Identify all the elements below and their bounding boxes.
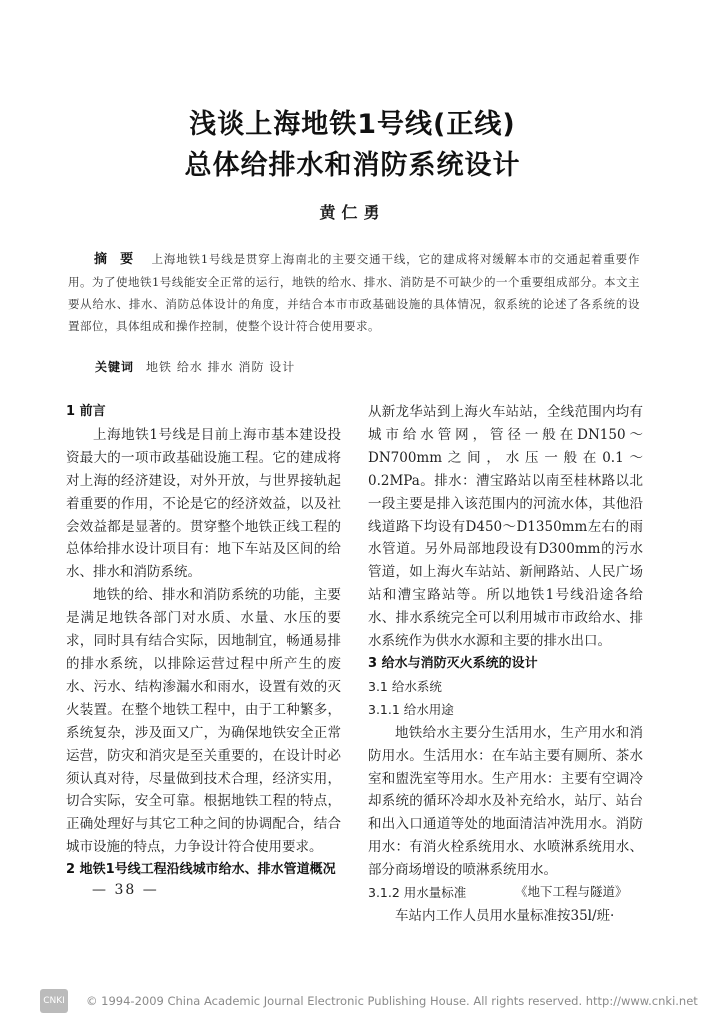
subsection-heading-3-1: 3.1 给水系统 (368, 678, 442, 694)
title-line-1: 浅谈上海地铁1号线(正线) (189, 109, 516, 140)
author: 黄仁勇 (319, 203, 386, 222)
left-column (66, 401, 341, 882)
right-column (368, 401, 643, 928)
paragraph: 车站内工作人员用水量标准按35l/班· (395, 907, 615, 924)
section-heading-2: 2 地铁1号线工程沿线城市给水、排水管道概况 (66, 862, 336, 878)
keywords-label: 关键词 (95, 360, 135, 374)
abstract-text: 上海地铁1号线是贯穿上海南北的主要交通干线，它的建成将对缓解本市的交通起着重要作用。为了使地铁1号线能安全正常的运行，地铁的给水、排水、消防是不可缺少的一个重要组成部分。本文主要从给水、排水、消防总体设计的角度，并结合本市市政基础设施的具体情况，叙系统的论述了各系统的设置部位，具体组成和操作控制，使整个设计符合使用要求。 (68, 252, 641, 333)
title-line-2: 总体给排水和消防系统设计 (184, 150, 521, 181)
subsection-heading-3-1-2: 3.1.2 用水量标准 (368, 885, 467, 901)
copyright-footer (0, 985, 705, 1019)
keywords-text: 地铁 给水 排水 消防 设计 (146, 360, 296, 374)
copyright-text: © 1994-2009 China Academic Journal Electronic Publishing House. All rights reserved. http://www.cnki.net (86, 994, 698, 1008)
subsection-heading-3-1-1: 3.1.1 给水用途 (368, 701, 454, 717)
keywords (95, 358, 295, 375)
paragraph: 从新龙华站到上海火车站站，全线范围内均有城市给水管网，管径一般在DN150～DN700mm之间，水压一般在0.1～0.2MPa。排水：漕宝路站以南至桂林路以北一段主要是排入该范围内的河流水体，其他沿线道路下均设有D450～D1350mm左右的雨水管道。另外局部地段设有D300mm的污水管道，如上海火车站站、新闸路站、人民广场站和漕宝路站等。所以地铁1号线沿途各给水、排水系统完全可以利用城市市政给水、排水系统作为供水水源和主要的排水出口。 (368, 404, 643, 650)
page-number: — 38 — (92, 882, 159, 898)
abstract-label: 摘 要 (94, 252, 138, 267)
cnki-logo-icon: CNKI (40, 989, 68, 1013)
paragraph: 地铁的给、排水和消防系统的功能，主要是满足地铁各部门对水质、水量、水压的要求，同时具有结合实际，因地制宜，畅通易排的排水系统，以排除运营过程中所产生的废水、污水、结构渗漏水和雨水，设置有效的灭火装置。在整个地铁工程中，由于工种繁多，系统复杂，涉及面又广，为确保地铁安全正常运营，防灾和消灾是至关重要的，在设计时必须认真对待，尽量做到技术合理，经济实用，切合实际，安全可靠。根据地铁工程的特点，正确处理好与其它工种之间的协调配合，结合城市设施的特点，力争设计符合使用要求。 (66, 587, 341, 856)
paragraph: 地铁给水主要分生活用水，生产用水和消防用水。生活用水：在车站主要有厕所、茶水室和盥洗室等用水。生产用水：主要有空调冷却系统的循环冷却水及补充给水，站厅、站台和出入口通道等处的地面清洁冲洗用水。消防用水：有消火栓系统用水、水喷淋系统用水、部分商场增设的喷淋系统用水。 (368, 724, 643, 879)
section-heading-1: 1 前言 (66, 404, 106, 419)
journal-name: 《地下工程与隧道》 (515, 884, 628, 899)
section-heading-3: 3 给水与消防灭火系统的设计 (368, 655, 538, 671)
abstract (68, 248, 640, 337)
paragraph: 上海地铁1号线是目前上海市基本建设投资最大的一项市政基础设施工程。它的建成将对上海的经济建设，对外开放，与世界接轨起着重要的作用，不论是它的经济效益，以及社会效益都是显著的。贯穿整个地铁正线工程的总体给排水设计项目有：地下车站及区间的给水、排水和消防系统。 (66, 426, 341, 581)
